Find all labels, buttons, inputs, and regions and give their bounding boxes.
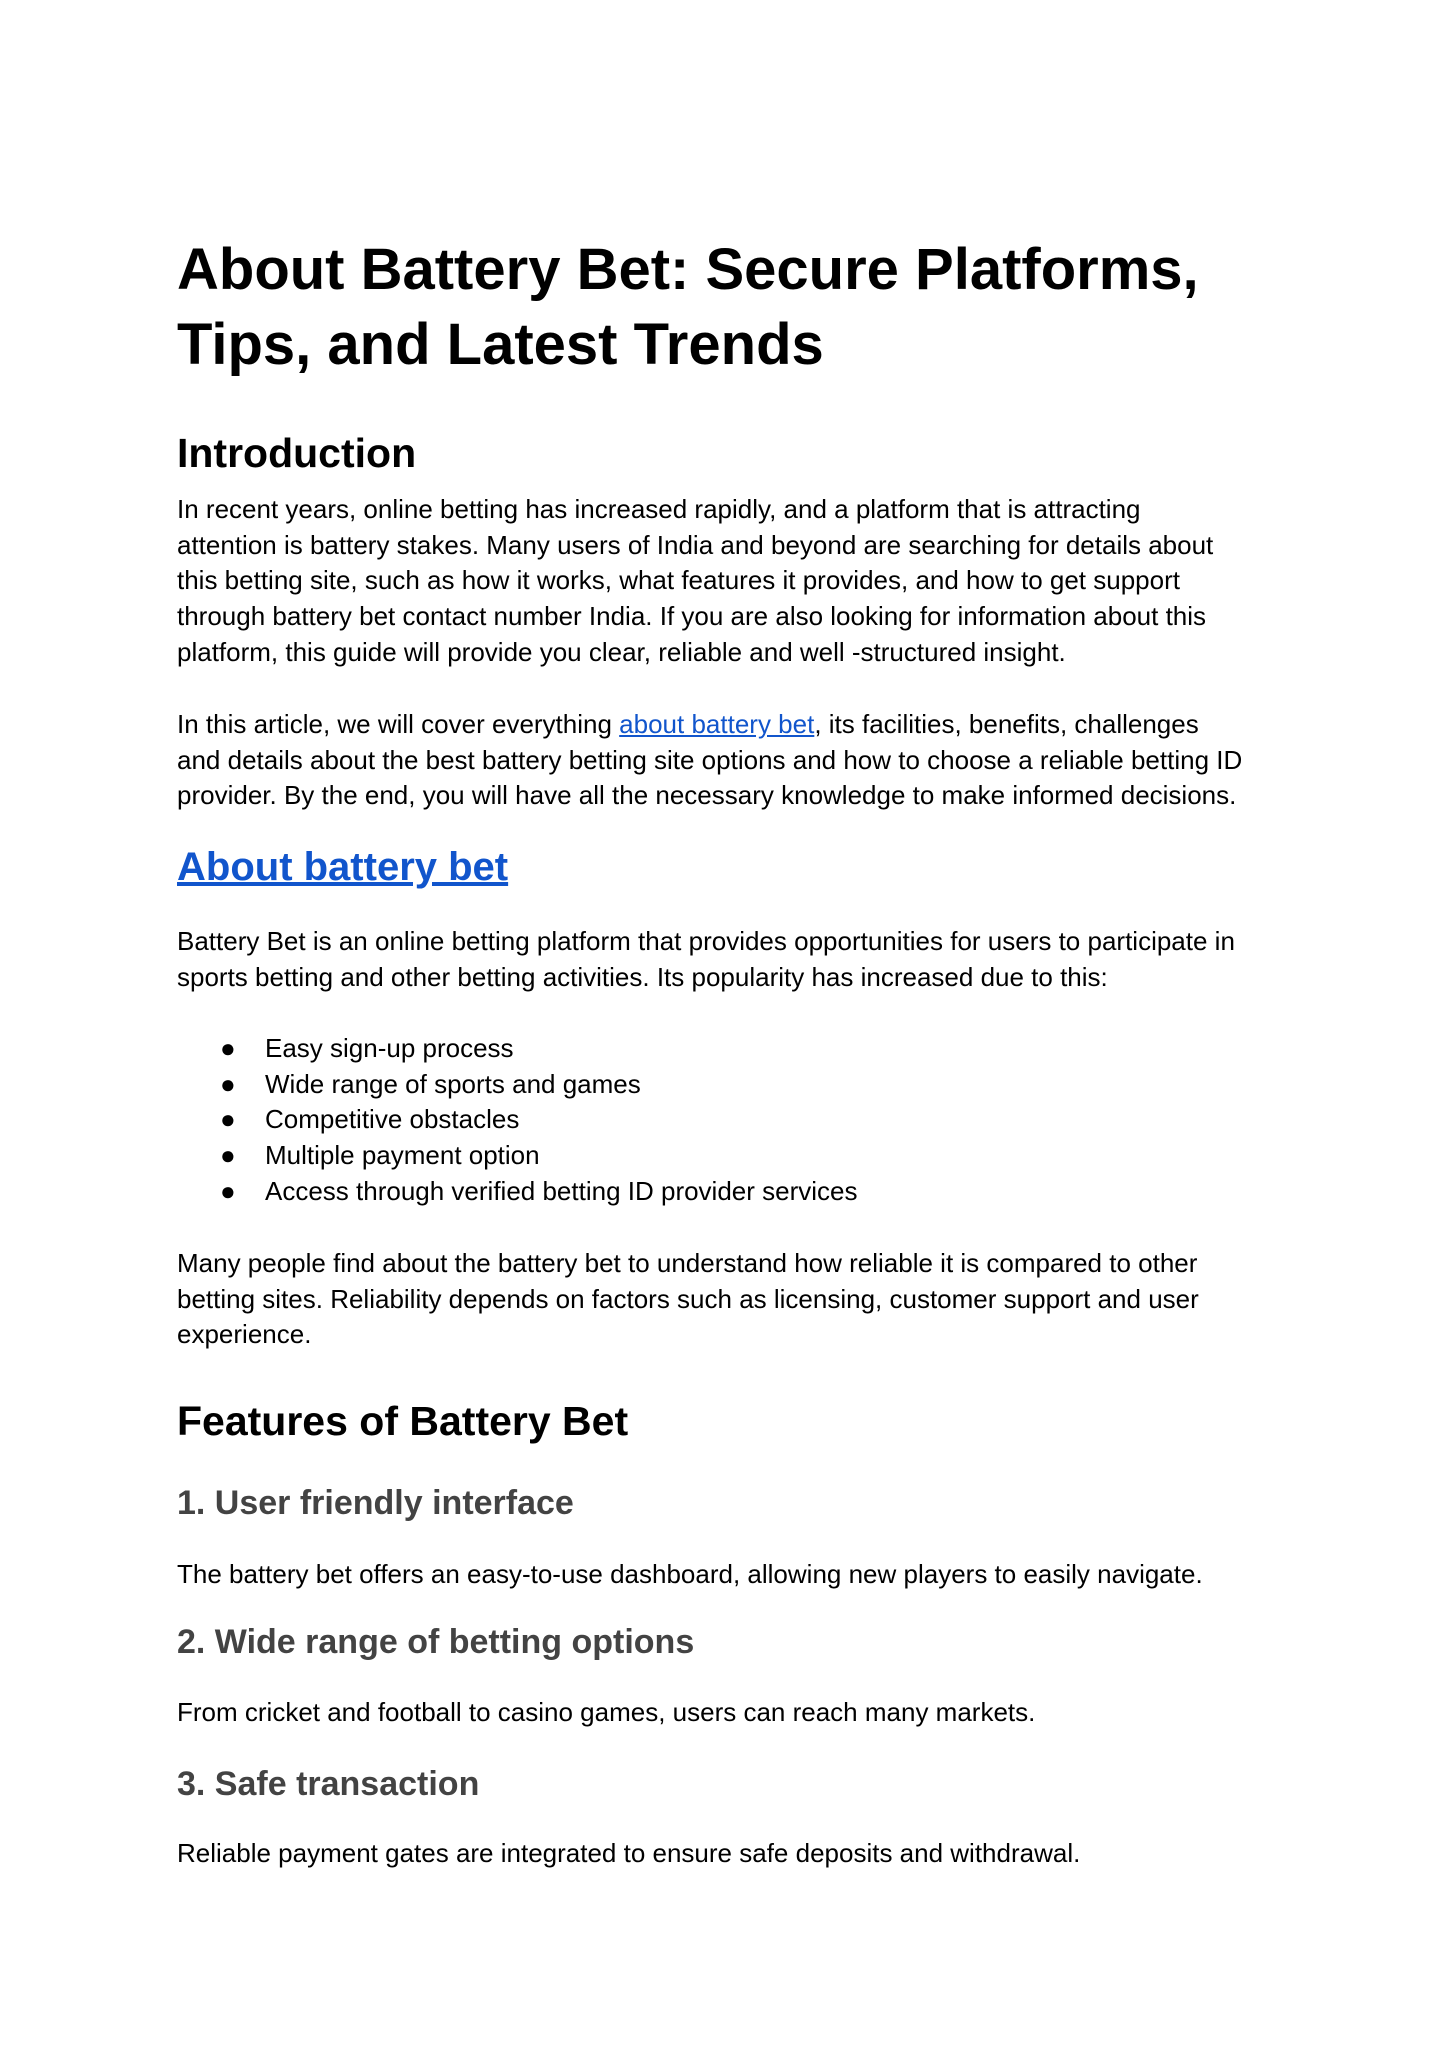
feature-text: Reliable payment gates are integrated to ensure safe deposits and withdrawal. bbox=[177, 1838, 1081, 1868]
list-item bbox=[177, 1067, 858, 1103]
text-line: provider. By the end, you will have all the necessary knowledge to make informed decisions. bbox=[177, 780, 1237, 811]
text: , its facilities, benefits, challenges bbox=[814, 709, 1199, 739]
text-line: platform, this guide will provide you clear, reliable and well -structured insight. bbox=[177, 636, 1066, 667]
title-line: Tips, and Latest Trends bbox=[177, 312, 824, 377]
text-line bbox=[177, 707, 1242, 743]
feature-title: 3. Safe transaction bbox=[177, 1765, 480, 1803]
text-line: and details about the best battery betting site options and how to choose a reliable betting ID bbox=[177, 744, 1243, 775]
list-item-text: Easy sign-up process bbox=[265, 1033, 514, 1063]
text-line: Battery Bet is an online betting platform that provides opportunities for users to participate in bbox=[177, 926, 1235, 956]
bullet-icon: ● bbox=[220, 1068, 236, 1099]
about-heading bbox=[177, 845, 508, 890]
page-title bbox=[177, 232, 1199, 382]
text-line: sports betting and other betting activities. Its popularity has increased due to this: bbox=[177, 961, 1108, 992]
list-item bbox=[177, 1102, 858, 1138]
intro-paragraph-2 bbox=[177, 707, 1242, 814]
text-line: experience. bbox=[177, 1319, 312, 1350]
bullet-icon: ● bbox=[220, 1140, 236, 1171]
bullet-icon: ● bbox=[220, 1033, 236, 1063]
text-line: Many people find about the battery bet to understand how reliable it is compared to other bbox=[177, 1248, 1198, 1278]
feature-title: 2. Wide range of betting options bbox=[177, 1623, 695, 1661]
list-item bbox=[177, 1138, 858, 1174]
about-heading-link[interactable]: About battery bet bbox=[177, 845, 509, 889]
list-item-text: Wide range of sports and games bbox=[265, 1068, 641, 1099]
features-heading: Features of Battery Bet bbox=[177, 1398, 629, 1444]
list-item-text: Multiple payment option bbox=[265, 1140, 540, 1171]
feature-text: From cricket and football to casino games, users can reach many markets. bbox=[177, 1697, 1036, 1727]
list-item bbox=[177, 1031, 858, 1067]
list-item-text: Competitive obstacles bbox=[265, 1104, 520, 1135]
intro-heading: Introduction bbox=[177, 430, 417, 476]
about-battery-bet-link[interactable]: about battery bet bbox=[619, 709, 815, 739]
list-item bbox=[177, 1174, 858, 1210]
text-line: In recent years, online betting has increased rapidly, and a platform that is attracting bbox=[177, 494, 1141, 524]
feature-text: The battery bet offers an easy-to-use dashboard, allowing new players to easily navigate. bbox=[177, 1559, 1203, 1589]
reliability-paragraph bbox=[177, 1246, 1199, 1353]
intro-paragraph-1 bbox=[177, 492, 1213, 671]
text-line: betting sites. Reliability depends on factors such as licensing, customer support and user bbox=[177, 1283, 1199, 1314]
bullet-icon: ● bbox=[220, 1104, 236, 1135]
bullet-icon: ● bbox=[220, 1175, 236, 1206]
list-item-text: Access through verified betting ID provider services bbox=[265, 1175, 858, 1206]
text-line: attention is battery stakes. Many users of India and beyond are searching for details about bbox=[177, 529, 1214, 560]
feature-title: 1. User friendly interface bbox=[177, 1484, 574, 1522]
text-line: this betting site, such as how it works, what features it provides, and how to get support bbox=[177, 565, 1180, 596]
text: In this article, we will cover everything bbox=[177, 709, 620, 739]
about-paragraph bbox=[177, 924, 1235, 995]
text-line: through battery bet contact number India. If you are also looking for information about this bbox=[177, 601, 1207, 632]
title-line: About Battery Bet: Secure Platforms, bbox=[177, 237, 1199, 302]
feature-bullet-list bbox=[177, 1031, 858, 1210]
